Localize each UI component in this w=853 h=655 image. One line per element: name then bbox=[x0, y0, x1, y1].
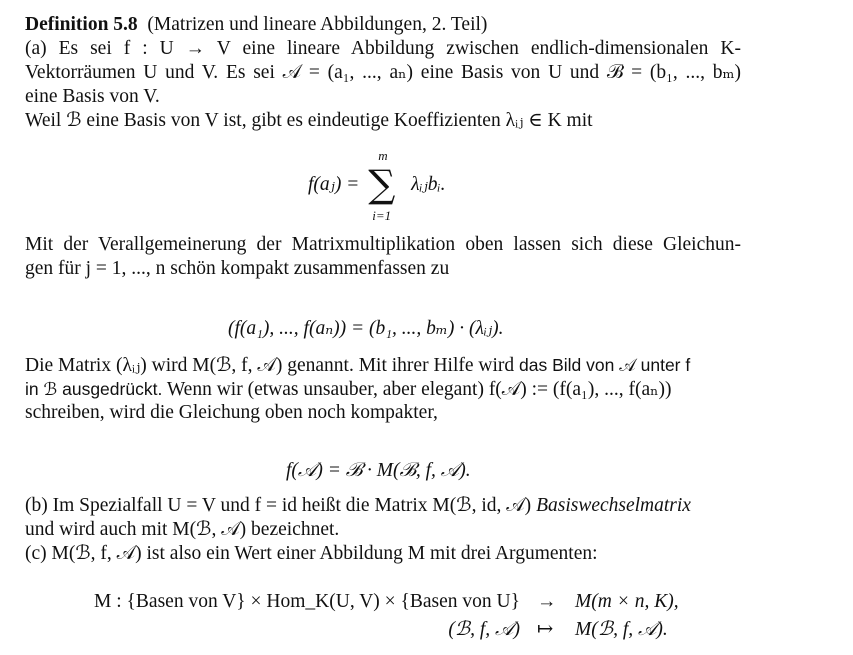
sum-symbol: ∑ bbox=[368, 161, 396, 206]
paragraph-3-line-1-sans: das Bild von 𝒜 unter f bbox=[519, 355, 691, 375]
equation-matrix-product: (f(a₁), ..., f(aₙ)) = (b₁, ..., bₘ) · (λᵢⱼ). bbox=[228, 318, 504, 339]
term-basiswechselmatrix: Basiswechselmatrix bbox=[536, 495, 691, 516]
paragraph-3-line-1 bbox=[25, 353, 741, 377]
definition-title: (Matrizen und lineare Abbildungen, 2. Teil) bbox=[147, 14, 488, 35]
equation-compact: f(𝒜) = ℬ · M(ℬ, f, 𝒜). bbox=[286, 460, 471, 481]
paragraph-3-line-2-sans: in ℬ ausgedrückt. bbox=[25, 379, 163, 399]
part-a-line-2: Vektorräumen U und V. Es sei 𝒜 = (a₁, ..., aₙ) eine Basis von U und ℬ = (b₁, ..., bₘ) bbox=[25, 62, 741, 83]
paragraph-3-line-3: schreiben, wird die Gleichung oben noch kompakter, bbox=[25, 402, 438, 423]
part-a-line-3: eine Basis von V. bbox=[25, 86, 160, 107]
paragraph-2-line-2: gen für j = 1, ..., n schön kompakt zusammenfassen zu bbox=[25, 258, 450, 279]
mapping-row-2-left: (ℬ, f, 𝒜) bbox=[448, 619, 520, 640]
paragraph-3-line-2 bbox=[25, 377, 741, 401]
mapping-row-1-arrow: → bbox=[537, 591, 557, 612]
mapping-row-1-left: M : {Basen von V} × Hom_K(U, V) × {Basen von U} bbox=[94, 591, 520, 612]
definition-heading bbox=[25, 13, 487, 37]
part-b-line-1 bbox=[25, 494, 741, 518]
sum-operator bbox=[368, 147, 402, 223]
equation-sum-lhs: f(aⱼ) = bbox=[308, 174, 360, 195]
mapping-row-2-arrow: ↦ bbox=[537, 619, 554, 640]
equation-sum bbox=[308, 147, 446, 223]
definition-label: Definition 5.8 bbox=[25, 14, 138, 35]
mapping-row-1-right: M(m × n, K), bbox=[575, 591, 679, 612]
part-b-line-1-start: (b) Im Spezialfall U = V und f = id heißt die Matrix M(ℬ, id, 𝒜) bbox=[25, 495, 532, 516]
sum-upper-limit: m bbox=[378, 147, 388, 163]
sum-lower-limit: i=1 bbox=[372, 207, 392, 223]
mapping-row-2-right: M(ℬ, f, 𝒜). bbox=[575, 619, 668, 640]
part-a-line-1: (a) Es sei f : U → V eine lineare Abbildung zwischen endlich-dimensionalen K- bbox=[25, 38, 741, 59]
paragraph-3-line-1-serif: Die Matrix (λᵢⱼ) wird M(ℬ, f, 𝒜) genannt. Mit ihrer Hilfe wird bbox=[25, 355, 515, 376]
part-a-line-4: Weil ℬ eine Basis von V ist, gibt es eindeutige Koeffizienten λᵢⱼ ∈ K mit bbox=[25, 110, 593, 131]
equation-sum-rhs: λᵢⱼbᵢ. bbox=[411, 174, 446, 195]
paragraph-2-line-1: Mit der Verallgemeinerung der Matrixmultiplikation oben lassen sich diese Gleichun- bbox=[25, 234, 741, 255]
part-c-line-1: (c) M(ℬ, f, 𝒜) ist also ein Wert einer Abbildung M mit drei Argumenten: bbox=[25, 543, 598, 564]
part-b-line-2: und wird auch mit M(ℬ, 𝒜) bezeichnet. bbox=[25, 519, 340, 540]
paragraph-3-line-2-serif: Wenn wir (etwas unsauber, aber elegant) f(𝒜) := (f(a₁), ..., f(aₙ)) bbox=[166, 379, 672, 400]
